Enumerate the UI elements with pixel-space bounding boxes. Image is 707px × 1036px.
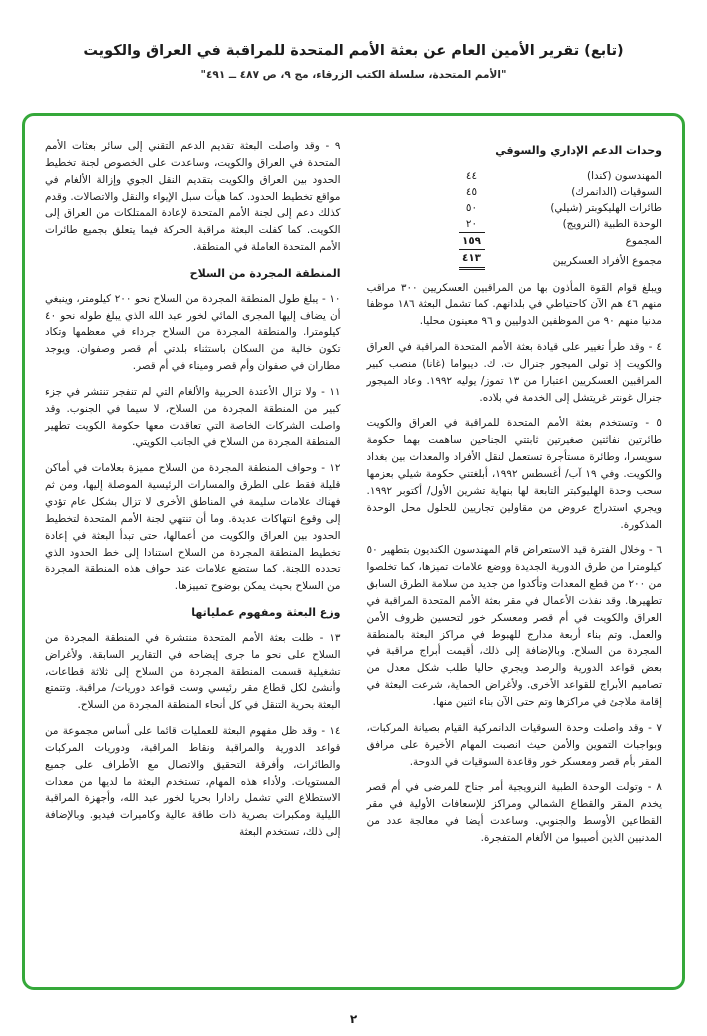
paragraph-13: ١٣ - ظلت بعثة الأمم المتحدة منتشرة في المنطقة المجردة من السلاح على نحو ما جرى إيضاحه في التقارير السابقة. ولأغراض تشغيلية قسمت المنطقة المجردة من السلاح إلى ثلاثة قطاعات، وأنشئ لكل قطاع مقر رئيسي وست قواعد دوريات/ مراقبة. وتتمتع البعثة بحرية التنقل في كل أنحاء المنطقة المجردة من السلاح. <box>45 631 341 712</box>
unit-label: مجموع الأفراد العسكريين <box>552 255 662 268</box>
right-column <box>367 138 663 973</box>
unit-label: طائرات الهليكوبتر (شيلي) <box>550 202 662 215</box>
units-table-row <box>367 216 663 232</box>
unit-label: السوقيات (الدانمرك) <box>571 185 662 198</box>
unit-label: المهندسون (كندا) <box>587 169 662 182</box>
paragraph-intro: ويبلغ قوام القوة المأذون بها من المراقبين العسكريين ٣٠٠ مراقب منهم ٤٦ هم الآن كاحتياطي في بلدانهم. كما تشمل البعثة ١٨٦ موظفا مدنيا منهم ٩٠ من الموظفين الدوليين و ٩٦ معينون محليا. <box>366 281 662 328</box>
unit-value: ٤١٣ <box>459 249 485 269</box>
section-heading-support-units: وحدات الدعم الإداري والسوقي <box>495 144 662 157</box>
unit-value: ٢٠ <box>465 218 478 231</box>
document-title: (تابع) تقرير الأمين العام عن بعثة الأمم المتحدة للمراقبة في العراق والكويت <box>83 43 624 59</box>
units-table-row <box>367 168 663 184</box>
section-heading-dmz: المنطقة المجردة من السلاح <box>189 266 341 280</box>
paragraph-7: ٧ - وقد واصلت وحدة السوقيات الدانمركية القيام بصيانة المركبات، وبواجبات التموين والأمن حيث انصبت المهام الأخيرة على مرافق المقر بأم قصر ومعسكر خور وقاعدة السوقيات في الدوحة. <box>366 721 662 768</box>
page-number: ٢ <box>349 1012 358 1026</box>
units-table-total-row <box>367 232 663 249</box>
section-heading-deployment: وزع البعثة ومفهوم عملياتها <box>191 606 341 620</box>
document-subtitle: "الأمم المتحدة، سلسلة الكتب الزرقاء، مج ٩، ص ٤٨٧ ــ ٤٩١" <box>200 68 507 81</box>
paragraph-8: ٨ - وتولت الوحدة الطبية النرويجية أمر جناح للمرضى في أم قصر يخدم المقر والقطاع الشمالي ومراكز للإسعافات الأولية في مقر القطاعين الأوسط والجنوبي. وساعدت أيضا في معالجة عدد من المدنيين الذين أصيبوا من الألغام المتفجرة. <box>366 781 662 844</box>
unit-label: المجموع <box>625 235 662 248</box>
paragraph-11: ١١ - ولا تزال الأعتدة الحربية والألغام التي لم تنفجر تنتشر في جزء كبير من المنطقة المجردة من السلاح، لا سيما في الجنوب. وقد واصلت الشركات الخاصة التي تعاقدت معها حكومة الكويت تطهير المنطقة المجردة من السلاح في الجانب الكويتي. <box>45 385 341 449</box>
paragraph-4: ٤ - وقد طرأ تغيير على قيادة بعثة الأمم المتحدة المراقبة في العراق والكويت إذ تولى الميجور جنرال ت. ك. ديبواما (غانا) منصب كبير المراقبين العسكريين اعتبارا من ١٣ تموز/ يوليه ١٩٩٢. وعاد الميجور جنرال غونتر غريتشل إلى الخدمة في بلاده. <box>366 341 663 404</box>
unit-value: ١٥٩ <box>459 232 485 249</box>
unit-value: ٤٤ <box>465 169 478 182</box>
support-units-table <box>367 168 663 270</box>
left-column <box>45 138 341 973</box>
paragraph-12: ١٢ - وحواف المنطقة المجردة من السلاح مميزة بعلامات في أماكن قليلة فقط على الطرق والمسارات الرئيسية الموصلة إليها، ومن ثم فهناك علامات سليمة في المناطق الأخرى لا تزال بشكل عام تؤدي إلى وقوع انتهاكات عديدة. وما أن تنتهي لجنة الأمم المتحدة لتخطيط الحدود بين العراق والكويت من أعمالها، حتى تبدأ البعثة في إعادة تخطيط المنطقة المجردة من السلاح استنادا إلى خط الحدود الذي تحدده اللجنة. كما ستضع علامات عند حواف هذه المنطقة المجردة من السلاح بحيث يمكن بوضوح تمييزها. <box>45 462 341 593</box>
units-table-grand-total-row <box>367 249 663 269</box>
paragraph-9: ٩ - وقد واصلت البعثة تقديم الدعم التقني إلى سائر بعثات الأمم المتحدة في العراق والكويت، وساعدت على الخصوص لجنة تخطيط الحدود بين العراق والكويت بتقديم النقل الجوي وإزالة الألغام في مواقع تخطيط الحدود. كما هيأت سبل الإيواء والنقل والاتصالات. وقدم كذلك دعم إلى لجنة الأمم المتحدة لإعادة الممتلكات من العراق إلى الكويت. كما كفلت البعثة مراقبة الحركة فيما يتعلق بجميع طائرات الأمم المتحدة العاملة في المنطقة. <box>45 140 341 254</box>
units-table-row <box>367 200 663 216</box>
units-table-row <box>367 184 663 200</box>
paragraph-10: ١٠ - يبلغ طول المنطقة المجردة من السلاح نحو ٢٠٠ كيلومتر، وينبغي أن يضاف إليها المجرى المائي لخور عبد الله الذي يبلغ طوله نحو ٤٠ كيلومترا. والمنطقة المجردة من السلاح جرداء في معظمها وتكاد تكون خالية من السكان باستثناء بلدتي أم قصر وصفوان. ويوجد مطاران في صفوان وأم قصر وميناء في أم قصر. <box>45 292 341 373</box>
unit-value: ٤٥ <box>465 185 478 198</box>
document-header <box>0 0 707 81</box>
paragraph-14: ١٤ - وقد ظل مفهوم البعثة للعمليات قائما على أساس مجموعة من قواعد الدورية والمراقبة ونقاط المراقبة، ودوريات المركبات والطائرات، وأفرقة التحقيق والاتصال مع الأطراف على جميع المستويات. ولأداء هذه المهام، تستخدم البعثة ما لديها من معدات الاستطلاع التي تشمل رادارا بحريا لخور عبد الله، وأجهزة المراقبة الليلية ومكبرات بصرية ذات طاقة عالية وكاميرات فيديو. وبالإضافة إلى ذلك، تستخدم البعثة <box>45 725 341 839</box>
paragraph-6: ٦ - وخلال الفترة قيد الاستعراض قام المهندسون الكنديون بتطهير ٥٠ كيلومترا من طرق الدورية الجديدة ووضع علامات تميزها، كما تخلصوا من ٢٠٠ من قطع المعدات وتأكدوا من جديد من سلامة الطرق السابق تطهيرها. وقد نفذت الأعمال في مقر بعثة الأمم المتحدة المراقبة في العراق والكويت في أم قصر ومعسكر خور لتحسين ظروف الأمن والعمل. وتم بناء أربعة مدارج للهبوط في مراكز البعثة بالمنطقة المجردة من السلاح. وبالإضافة إلى ذلك، أقيمت أبراج مراقبة في بعض قواعد الدورية والرصد ويجري حاليا طلب شكل معدل من تصاميم الأبراج للقواعد الأخرى. ولأغراض الحماية، شرعت البعثة في إقامة ملاجئ في مراكزها وتم حتى الآن بناء اثنين منها. <box>366 544 662 708</box>
unit-label: الوحدة الطبية (النرويج) <box>562 218 662 231</box>
unit-value: ٥٠ <box>465 202 478 215</box>
paragraph-5: ٥ - وتستخدم بعثة الأمم المتحدة للمراقبة في العراق والكويت طائرتين نفاثتين صغيرتين ثابتتي الجناحين ساهمت بهما حكومة سويسرا، وطائرة مستأجرة تستعمل لنقل الأفراد والمعدات بين بغداد والكويت. وفي ١٩ آب/ أغسطس ١٩٩٢، أبلغتني حكومة شيلي بعزمها سحب وحدة الهليوكبتر التابعة لها بنهاية تشرين الأول/ أكتوبر ١٩٩٢. ويجري استدراج عروض من مقاولين تجاريين للحلول محل الوحدة المذكورة. <box>366 417 662 531</box>
content-border-box <box>22 113 685 990</box>
